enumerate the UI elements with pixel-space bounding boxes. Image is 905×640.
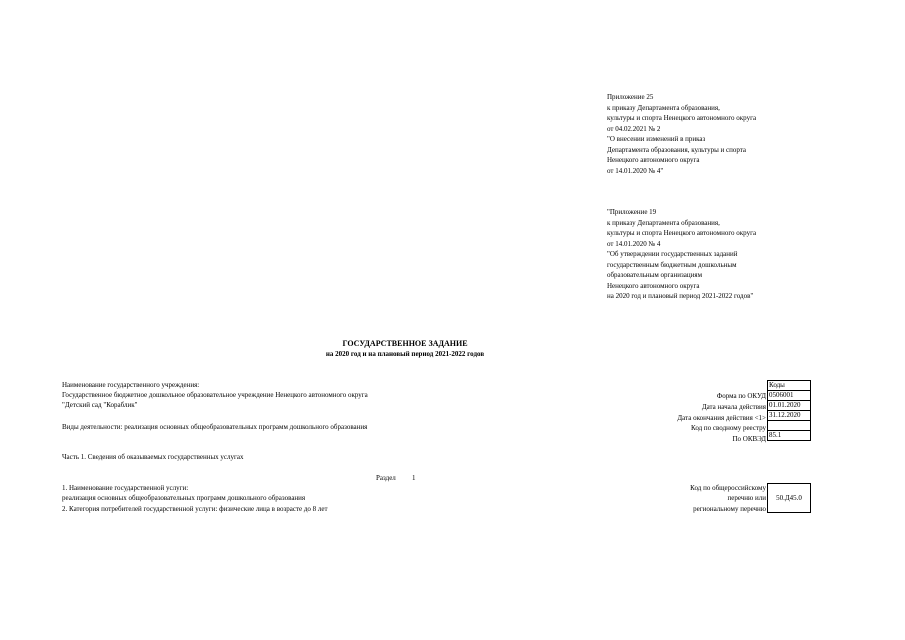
registry-label-line: Код по общероссийскому	[690, 484, 766, 492]
institution-name: Государственное бюджетное дошкольное образовательное учреждение Ненецкого автономного округа	[62, 391, 368, 399]
annex-25-line: Департамента образования, культуры и спорта	[607, 145, 747, 154]
annex-25-line: Приложение 25	[607, 93, 654, 101]
end-date-value: 31.12.2020	[768, 411, 811, 421]
annex-25-line: от 14.01.2020 № 4"	[607, 166, 664, 175]
registry-code: 50.Д45.0	[776, 494, 802, 502]
document-title: ГОСУДАРСТВЕННОЕ ЗАДАНИЕ	[342, 339, 468, 348]
annex-19-block	[607, 207, 756, 302]
annex-19-line: к приказу Департамента образования,	[607, 218, 720, 227]
okud-value: 0506001	[768, 391, 811, 401]
annex-19-line: государственным бюджетным дошкольным	[607, 260, 737, 269]
annex-19-line: на 2020 год и плановый период 2021-2022 годов"	[607, 292, 754, 300]
annex-25-line: Ненецкого автономного округа	[607, 156, 700, 164]
consumer-category: 2. Категория потребителей государственной услуги: физические лица в возрасте до 8 лет	[62, 505, 328, 513]
registry-label-line: региональному перечню	[693, 505, 766, 513]
annex-19-line: от 14.01.2020 № 4	[607, 239, 661, 248]
annex-19-line: "Приложение 19	[607, 208, 657, 216]
part1-heading: Часть 1. Сведения об оказываемых государственных услугах	[62, 453, 244, 461]
okved-value: 85.1	[768, 431, 811, 441]
annex-25-line: от 04.02.2021 № 2	[607, 124, 661, 133]
annex-25-line: культуры и спорта Ненецкого автономного округа	[607, 114, 757, 122]
codes-table	[767, 380, 811, 441]
registry-label-line: перечню или	[727, 494, 766, 502]
start-date-value: 01.01.2020	[768, 401, 811, 411]
annex-19-line: культуры и спорта Ненецкого автономного округа	[607, 229, 757, 237]
section-label: Раздел	[376, 474, 396, 482]
start-date-label: Дата начала действия	[701, 403, 766, 411]
registry-code-box	[767, 483, 811, 513]
section-number: 1	[412, 474, 416, 482]
service-name: реализация основных общеобразовательных программ дошкольного образования	[62, 494, 306, 502]
okud-label: Форма по ОКУД	[716, 392, 766, 400]
end-date-label: Дата окончания действия <1>	[677, 414, 766, 422]
registry-code-value	[768, 421, 811, 431]
institution-label: Наименование государственного учреждения:	[62, 381, 200, 389]
annex-25-line: к приказу Департамента образования,	[607, 103, 720, 112]
annex-25-block	[607, 92, 756, 176]
registry-code-label: Код по сводному реестру	[691, 424, 766, 432]
annex-25-line: "О внесении изменений в приказ	[607, 135, 706, 143]
annex-19-line: образовательным организациям	[607, 271, 702, 279]
okved-label: По ОКВЭД	[732, 435, 766, 443]
document-subtitle: на 2020 год и на плановый период 2021-2022 годов	[325, 350, 485, 358]
service-label: 1. Наименование государственной услуги:	[62, 484, 189, 492]
annex-19-line: Ненецкого автономного округа	[607, 281, 700, 290]
codes-header: Коды	[768, 381, 811, 391]
institution-short-name: "Детский сад "Кораблик"	[62, 401, 138, 409]
annex-19-line: "Об утверждении государственных заданий	[607, 250, 738, 258]
activity-type: Виды деятельности: реализация основных общеобразовательных программ дошкольного образования	[62, 423, 368, 431]
